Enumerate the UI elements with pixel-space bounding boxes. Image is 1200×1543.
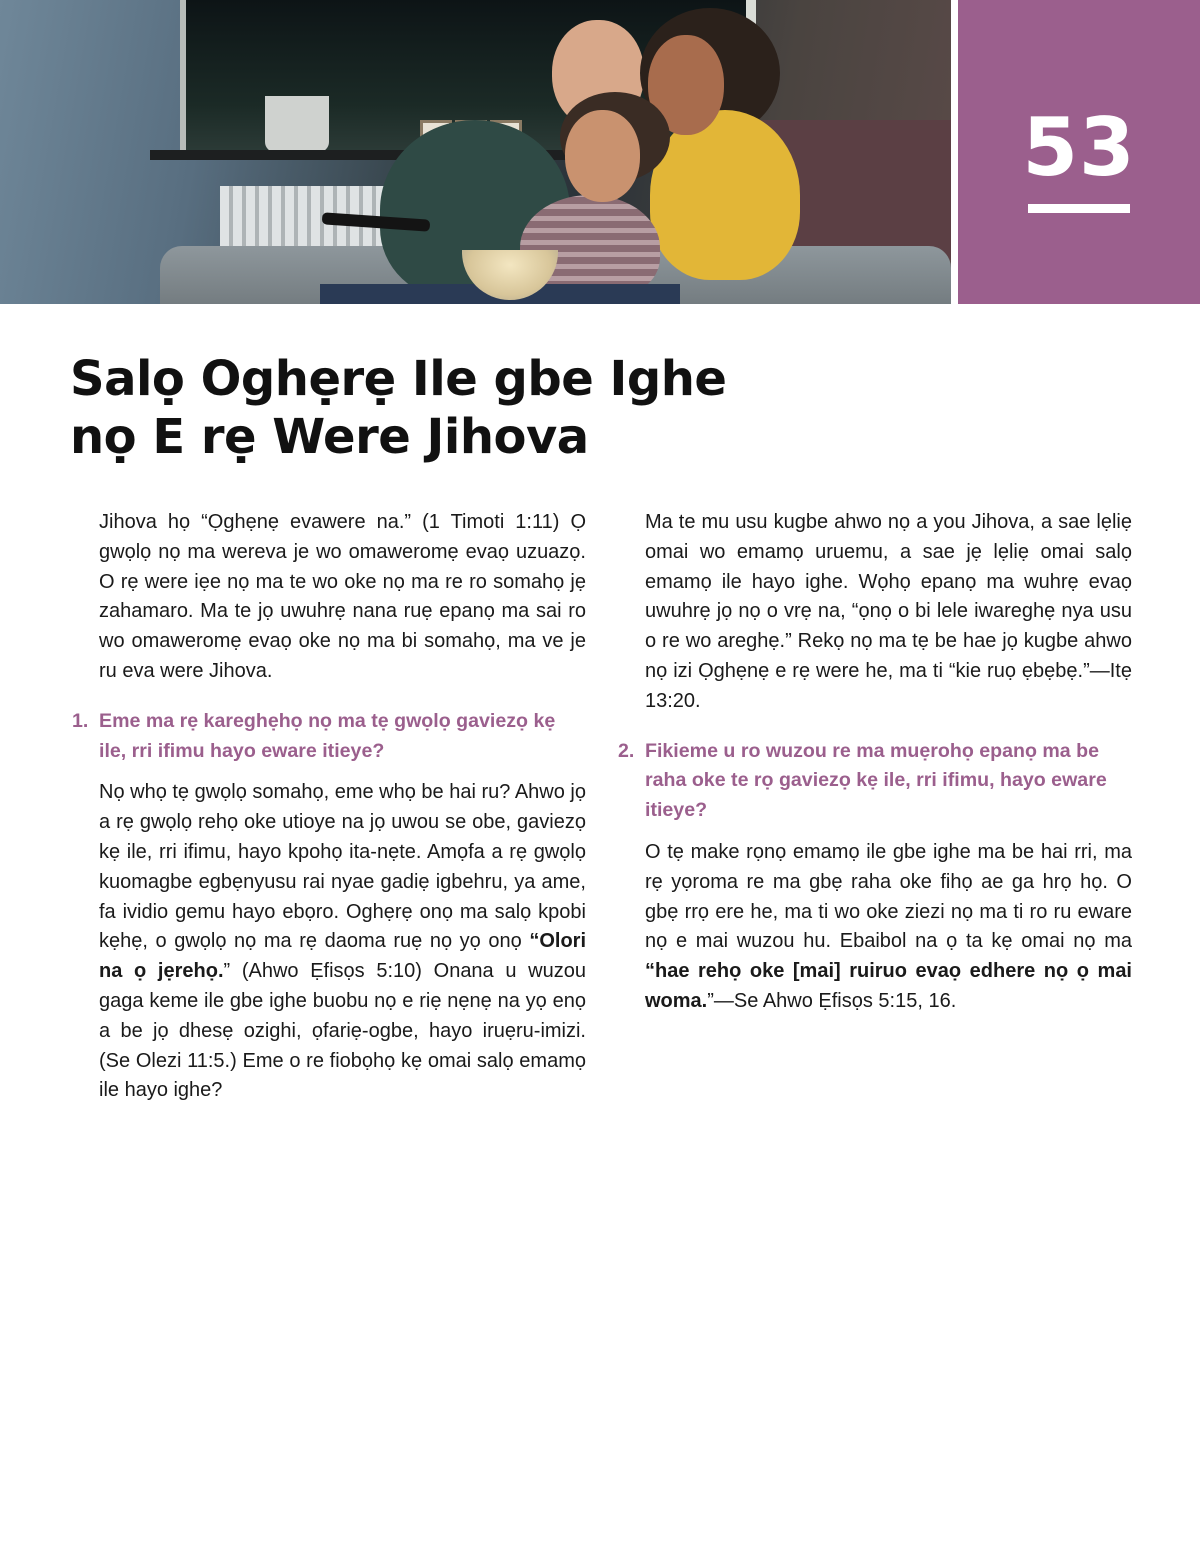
lesson-number: 53 (1022, 101, 1136, 194)
paragraph-text: O tẹ make rọnọ emamọ ile gbe ighe ma be hai rri, ma rẹ yọroma re ma gbẹ raha oke fihọ ae ga hrọ họ. O gbẹ rrọ ere he, ma ti wo oke ziezi nọ ma ti ro ru eware nọ e mai wuzou hu. Ebaibol na ọ ta kẹ omai nọ ma (645, 840, 1132, 953)
intro-paragraph-continued: Ma te mu usu kugbe ahwo nọ a you Jihova, a sae lẹliẹ omai wo emamọ uruemu, a sae jẹ lẹliẹ omai salọ emamọ ile hayo ighe. Wọhọ epanọ ma wuhrẹ evaọ uwuhrẹ jọ nọ o vrẹ na, “ọnọ o bi lele iwareghẹ nya usu o re wo areghẹ.” Rekọ nọ ma tẹ be hae jọ kugbe ahwo nọ izi Ọghẹnẹ e rẹ were he, ma ti “kie ruọ ẹbẹbẹ.”—Itẹ 13:20. (645, 511, 1132, 712)
paragraph-1 (99, 778, 586, 1106)
question-number: 1. (72, 709, 89, 732)
question-2 (618, 737, 1132, 826)
page-title (70, 350, 790, 466)
question-number: 2. (618, 739, 635, 762)
girl-head (565, 110, 640, 202)
title-line-2: nọ E rẹ Were Jihova (70, 409, 589, 465)
right-column (618, 508, 1132, 1037)
left-column (72, 508, 586, 1126)
paragraph-text: ”—Se Ahwo Ẹfisọs 5:15, 16. (707, 989, 957, 1012)
hero-photo (0, 0, 951, 304)
question-1 (72, 707, 586, 767)
bold-quote: “hae rehọ oke [mai] ruiruo evaọ edhere nọ ọ mai woma. (645, 960, 1132, 1012)
woman-figure (650, 110, 800, 280)
question-text: Fikieme u ro wuzou re ma muẹrohọ epanọ ma be raha oke te rọ gaviezọ kẹ ile, rri ifimu, hayo eware itieye? (645, 739, 1107, 822)
question-text: Eme ma rẹ kareghẹhọ nọ ma tẹ gwọlọ gaviezọ kẹ ile, rri ifimu hayo eware itieye? (99, 709, 556, 762)
paragraph-text: Nọ whọ tẹ gwọlọ somahọ, eme whọ be hai ru? Ahwo jọ a rẹ gwọlọ rehọ oke utioye na jọ uwou se obe, gaviezọ kẹ ile, rri ifimu, hayo kpohọ ita-nẹte. Amọfa a rẹ gwọlọ kuomagbe egbẹnyusu rai nyae gadiẹ igbehru, ya ame, fa ividio gemu hayo ebọro. Oghẹrẹ onọ ma salọ kpobi kẹhẹ, o gwọlọ nọ ma rẹ daoma ruẹ nọ yọ onọ (99, 781, 586, 953)
paragraph-2 (645, 838, 1132, 1017)
bold-quote: “Olori na ọ jẹrehọ. (99, 930, 586, 983)
number-underline (1028, 204, 1130, 213)
plant-pot (265, 96, 329, 152)
title-line-1: Salọ Oghẹrẹ Ile gbe Ighe (70, 351, 727, 407)
paragraph-text: ” (Ahwo Ẹfisọs 5:10) Onana u wuzou gaga keme ile gbe ighe buobu nọ e riẹ nẹnẹ na yọ enọ a be jọ dhesẹ ozighi, ọfariẹ-ogbe, hayo iruẹru-imizi. (Se Olezi 11:5.) Eme o re fiobọhọ kẹ omai salọ emamọ ile hayo ighe? (99, 960, 586, 1102)
intro-paragraph: Jihova họ “Ọghẹnẹ evawere na.” (1 Timoti 1:11) Ọ gwọlọ nọ ma wereva je wo omaweromẹ evaọ uzuazọ. O rẹ were iẹe nọ ma te wo oke nọ ma re ro somahọ jẹ zahamaro. Ma te jọ uwuhrẹ nana ruẹ epanọ ma sai ro wo omaweromẹ evaọ oke nọ ma bi somahọ, ma ve je ru eva were Jihova. (99, 511, 586, 682)
lesson-number-box (958, 0, 1200, 304)
